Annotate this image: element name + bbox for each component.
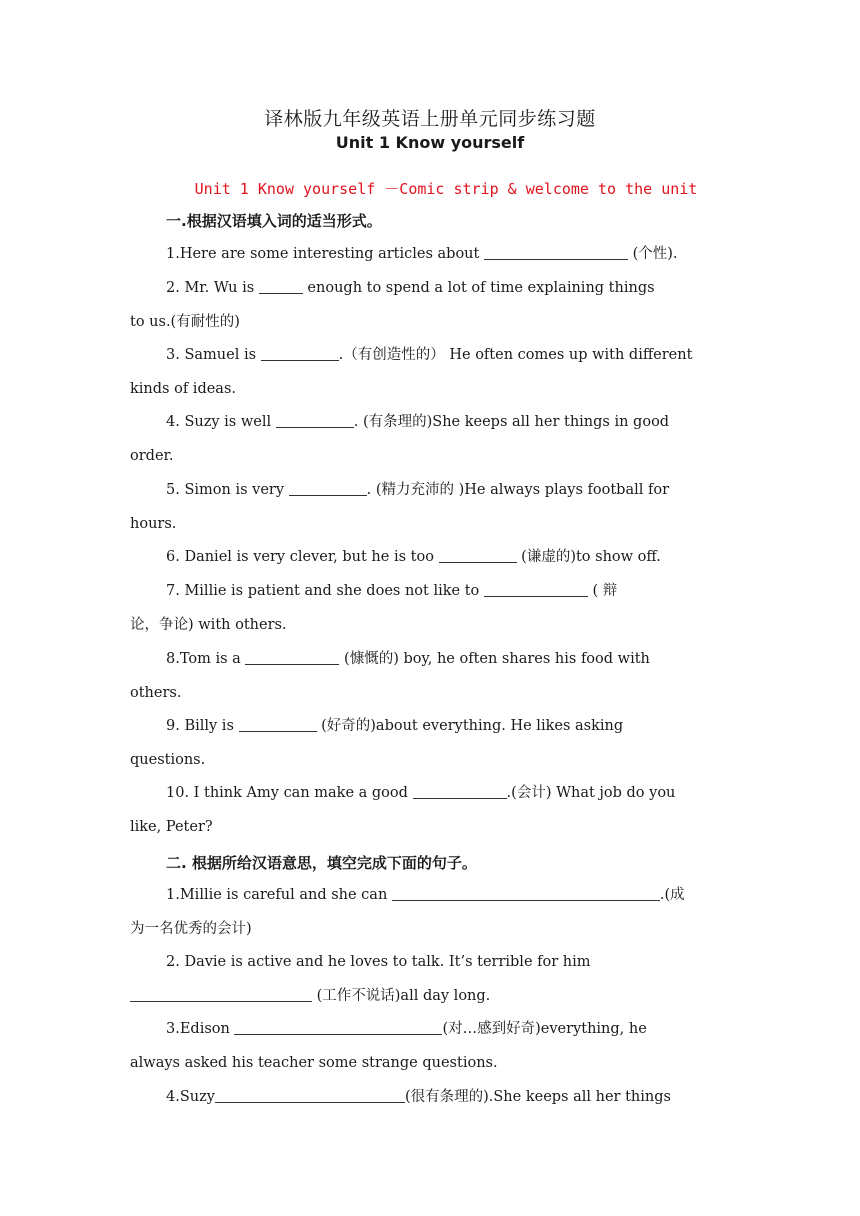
- exercise-text: others.: [130, 684, 182, 701]
- section-1-heading: 一.根据汉语填入词的适当形式。: [166, 212, 382, 230]
- exercise-text: (好奇的)about everything. He likes asking: [316, 718, 624, 734]
- exercise-text: (谦虚的)to show off.: [516, 549, 661, 565]
- exercise-text: 3.Edison: [166, 1021, 235, 1037]
- exercise-2-2: [130, 946, 730, 1013]
- exercise-1-6: [130, 541, 730, 575]
- exercise-text: .（有创造性的） He often comes up with different: [338, 347, 693, 363]
- exercise-text: kinds of ideas.: [130, 380, 236, 397]
- document-title-chinese: 译林版九年级英语上册单元同步练习题: [264, 108, 596, 130]
- answer-blank[interactable]: [439, 546, 517, 563]
- exercise-text: 为一名优秀的会计): [130, 920, 252, 937]
- exercise-1-9: [130, 710, 730, 777]
- answer-blank[interactable]: [215, 1086, 405, 1103]
- exercise-text: 2. Mr. Wu is: [166, 280, 259, 296]
- exercise-1-1: [130, 238, 730, 272]
- exercise-text: . (有条理的)She keeps all her things in good: [353, 414, 670, 430]
- exercise-text: .(会计) What job do you: [506, 785, 676, 801]
- exercise-text: 6. Daniel is very clever, but he is too: [166, 549, 439, 565]
- exercise-1-3: [130, 339, 730, 406]
- exercise-text: (个性).: [632, 246, 678, 262]
- exercise-text: . (精力充沛的 )He always plays football for: [366, 482, 669, 498]
- exercise-text: ( 辩: [587, 583, 618, 599]
- exercise-1-8: [130, 643, 730, 710]
- exercise-text: always asked his teacher some strange questions.: [130, 1054, 498, 1071]
- exercise-text: 10. I think Amy can make a good: [166, 785, 413, 801]
- section-2-heading: 二. 根据所给汉语意思，填空完成下面的句子。: [166, 854, 477, 872]
- exercise-text: to us.(有耐性的): [130, 313, 240, 330]
- exercise-text: questions.: [130, 751, 206, 768]
- answer-blank[interactable]: [261, 344, 339, 361]
- exercise-2-3: [130, 1013, 730, 1080]
- lesson-subtitle: Unit 1 Know yourself －Comic strip & welcome to the unit: [194, 180, 698, 198]
- exercise-text: 2. Davie is active and he loves to talk. It’s terrible for him: [166, 954, 591, 970]
- exercise-text: 4.Suzy: [166, 1089, 215, 1105]
- exercise-1-7: [130, 575, 730, 642]
- answer-blank[interactable]: [276, 411, 354, 428]
- answer-blank[interactable]: [484, 243, 628, 260]
- exercise-2-1: [130, 879, 730, 946]
- answer-blank[interactable]: [413, 782, 507, 799]
- exercise-1-2: [130, 272, 730, 339]
- exercise-text: 3. Samuel is: [166, 347, 261, 363]
- exercise-text: .(成: [659, 887, 685, 903]
- exercise-text: 7. Millie is patient and she does not like to: [166, 583, 484, 599]
- answer-blank[interactable]: [234, 1018, 442, 1035]
- exercise-1-5: [130, 474, 730, 541]
- exercise-text: (慷慨的) boy, he often shares his food with: [339, 651, 650, 667]
- answer-blank[interactable]: [130, 985, 312, 1002]
- exercise-2-4: [130, 1081, 730, 1115]
- exercise-text: 5. Simon is very: [166, 482, 289, 498]
- exercise-text: 论，争论) with others.: [130, 616, 287, 633]
- answer-blank[interactable]: [484, 580, 588, 597]
- exercise-text: hours.: [130, 515, 177, 532]
- exercise-text: 1.Here are some interesting articles about: [166, 246, 484, 262]
- answer-blank[interactable]: [245, 648, 339, 665]
- exercise-text: like, Peter?: [130, 818, 213, 835]
- exercise-text: order.: [130, 447, 174, 464]
- exercise-text: enough to spend a lot of time explaining things: [302, 280, 655, 296]
- answer-blank[interactable]: [392, 884, 660, 901]
- exercise-text: 4. Suzy is well: [166, 414, 276, 430]
- exercise-text: 8.Tom is a: [166, 651, 246, 667]
- exercise-1-10: [130, 777, 730, 844]
- exercise-text: (工作不说话)all day long.: [312, 987, 491, 1004]
- exercise-text: (很有条理的).She keeps all her things: [404, 1089, 671, 1105]
- exercise-text: (对…感到好奇)everything, he: [442, 1021, 647, 1037]
- exercise-text: 9. Billy is: [166, 718, 239, 734]
- answer-blank[interactable]: [259, 277, 303, 294]
- answer-blank[interactable]: [239, 715, 317, 732]
- exercise-1-4: [130, 406, 730, 473]
- exercise-text: 1.Millie is careful and she can: [166, 887, 392, 903]
- document-title-english: Unit 1 Know yourself: [335, 133, 525, 152]
- answer-blank[interactable]: [289, 479, 367, 496]
